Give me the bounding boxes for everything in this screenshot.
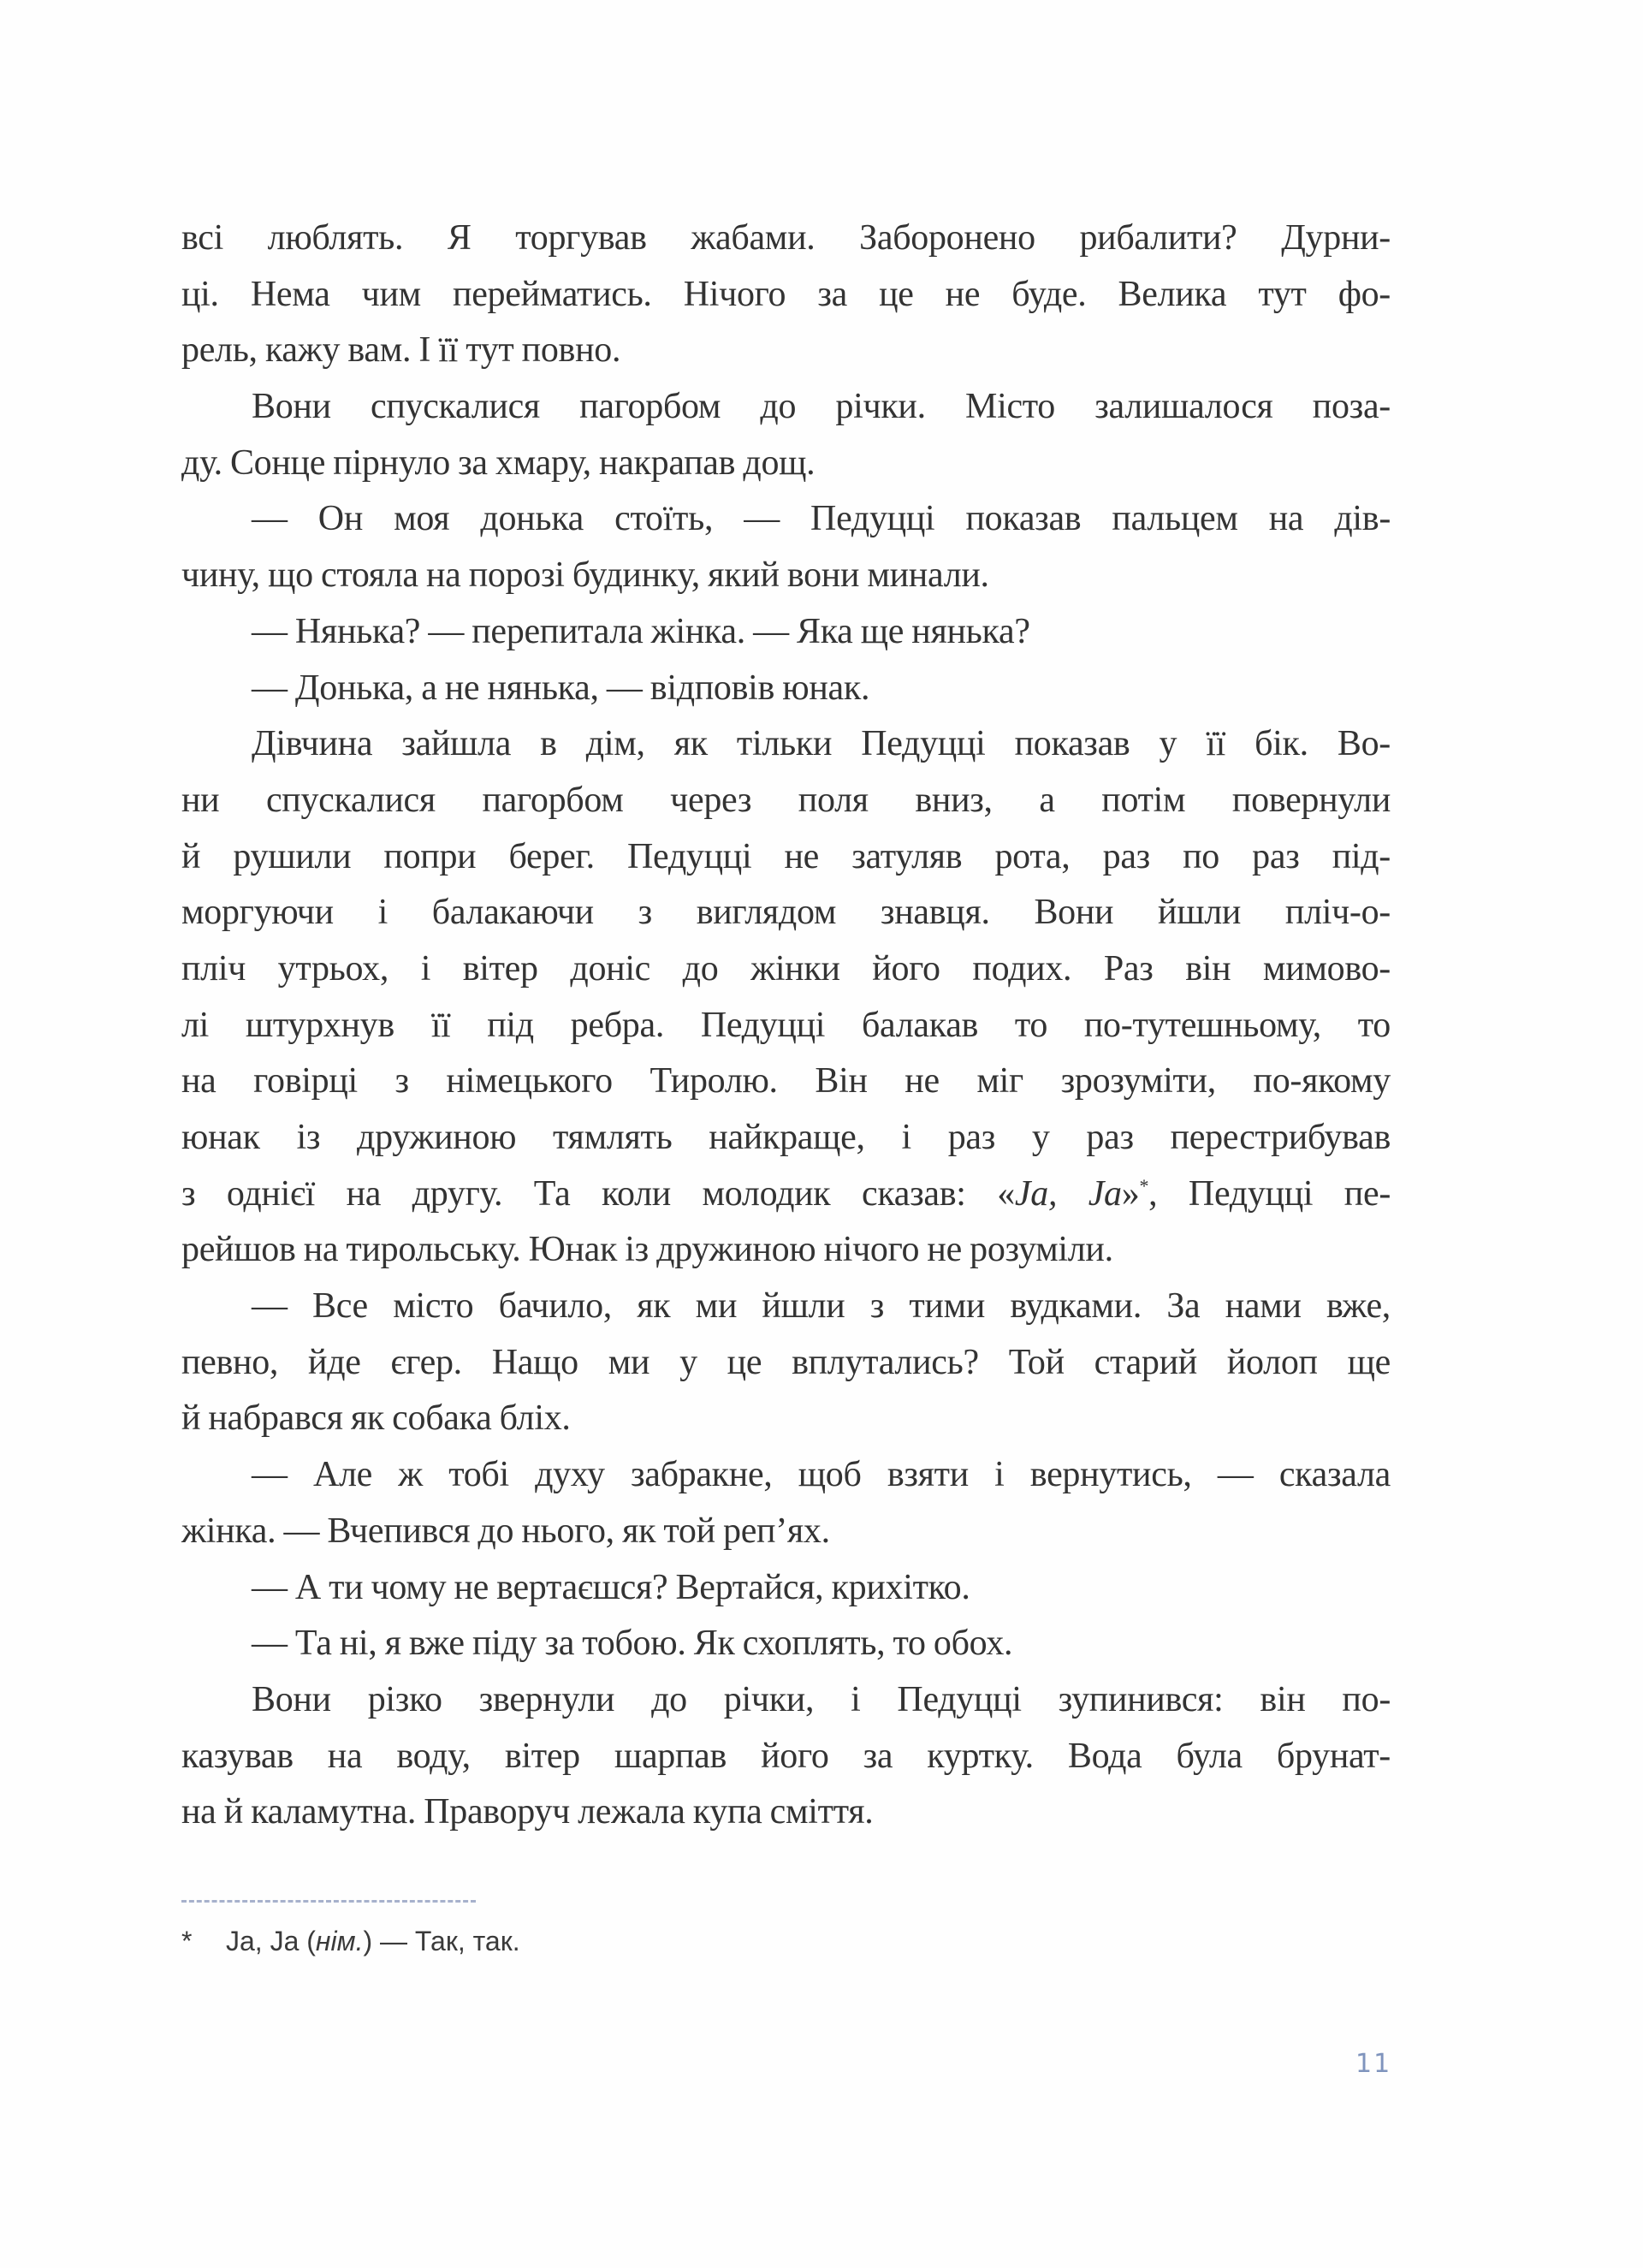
footnote-divider (181, 1900, 476, 1903)
text-line: жінка. — Вчепився до нього, як той реп’ях. (181, 1511, 830, 1551)
quoted-german-phrase: Ja, Ja (1014, 1173, 1122, 1214)
footnote (181, 1926, 520, 1957)
line-text: » (1121, 1173, 1140, 1214)
footnote-marker: * (181, 1926, 193, 1956)
text-line: пліч утрьох, і вітер доніс до жінки його подих. Раз він мимово- (181, 948, 1391, 989)
footnote-term: Ja, Ja ( (226, 1926, 316, 1956)
text-line: чину, що стояла на порозі будинку, який вони минали. (181, 555, 989, 596)
text-line: й рушили попри берег. Педуцці не затуляв рота, раз по раз під- (181, 836, 1391, 876)
text-line: рейшов на тирольську. Юнак із дружиною нічого не розуміли. (181, 1230, 1113, 1270)
paragraph-first-line: — Все місто бачило, як ми йшли з тими вудками. За нами вже, (252, 1286, 1391, 1327)
text-line: рель, кажу вам. І її тут повно. (181, 330, 621, 371)
text-line: ці. Нема чим перейматись. Нічого за це не буде. Велика тут фо- (181, 274, 1391, 314)
footnote-reference: * (1139, 1174, 1149, 1196)
paragraph-first-line: — Он моя донька стоїть, — Педуцці показав пальцем на дів- (252, 499, 1391, 539)
paragraph-first-line: — Донька, а не нянька, — відповів юнак. (252, 668, 870, 708)
paragraph-first-line: Дівчина зайшла в дім, як тільки Педуцці показав у її бік. Во- (252, 724, 1391, 764)
line-text: , Педуцці пе- (1148, 1173, 1391, 1214)
text-line: лі штурхнув її під ребра. Педуцці балакав то по-тутешньому, то (181, 1005, 1391, 1045)
footnote-definition: ) — Так, так. (363, 1926, 520, 1956)
text-line: певно, йде єгер. Нащо ми у це вплутались? Той старий йолоп ще (181, 1342, 1391, 1382)
text-line: на говірці з німецького Тиролю. Він не міг зрозуміти, по-якому (181, 1061, 1391, 1101)
text-line: на й каламутна. Праворуч лежала купа сміття. (181, 1792, 874, 1832)
text-line (181, 1167, 1391, 1223)
paragraph-first-line: — А ти чому не вертаєшся? Вертайся, крихітко. (252, 1567, 970, 1607)
page-number: 11 (1355, 2049, 1392, 2079)
paragraph-first-line: — Нянька? — перепитала жінка. — Яка ще нянька? (252, 611, 1030, 651)
text-line: моргуючи і балакаючи з виглядом знавця. Вони йшли пліч-о- (181, 893, 1391, 933)
paragraph-first-line: Вони спускалися пагорбом до річки. Місто залишалося поза- (252, 387, 1391, 427)
text-line: ду. Сонце пірнуло за хмару, накрапав дощ. (181, 442, 816, 483)
text-line: юнак із дружиною тямлять найкраще, і раз у раз перестрибував (181, 1118, 1391, 1157)
body-text (181, 211, 1391, 1841)
footnote-lang-abbr: нім. (315, 1926, 364, 1956)
paragraph-first-line: Вони різко звернули до річки, і Педуцці зупинився: він по- (252, 1679, 1391, 1719)
text-line: й набрався як собака бліх. (181, 1398, 571, 1439)
line-text: з однієї на другу. Та коли молодик сказав: « (181, 1173, 1015, 1214)
text-line: казував на воду, вітер шарпав його за куртку. Вода була брунат- (181, 1736, 1391, 1776)
paragraph-first-line: — Але ж тобі духу забракне, щоб взяти і вернутись, — сказала (252, 1455, 1391, 1495)
text-line: всі люблять. Я торгував жабами. Заборонено рибалити? Дурни- (181, 218, 1391, 258)
paragraph-first-line: — Та ні, я вже піду за тобою. Як схоплять, то обох. (252, 1624, 1013, 1664)
text-line: ни спускалися пагорбом через поля вниз, а потім повернули (181, 780, 1391, 820)
